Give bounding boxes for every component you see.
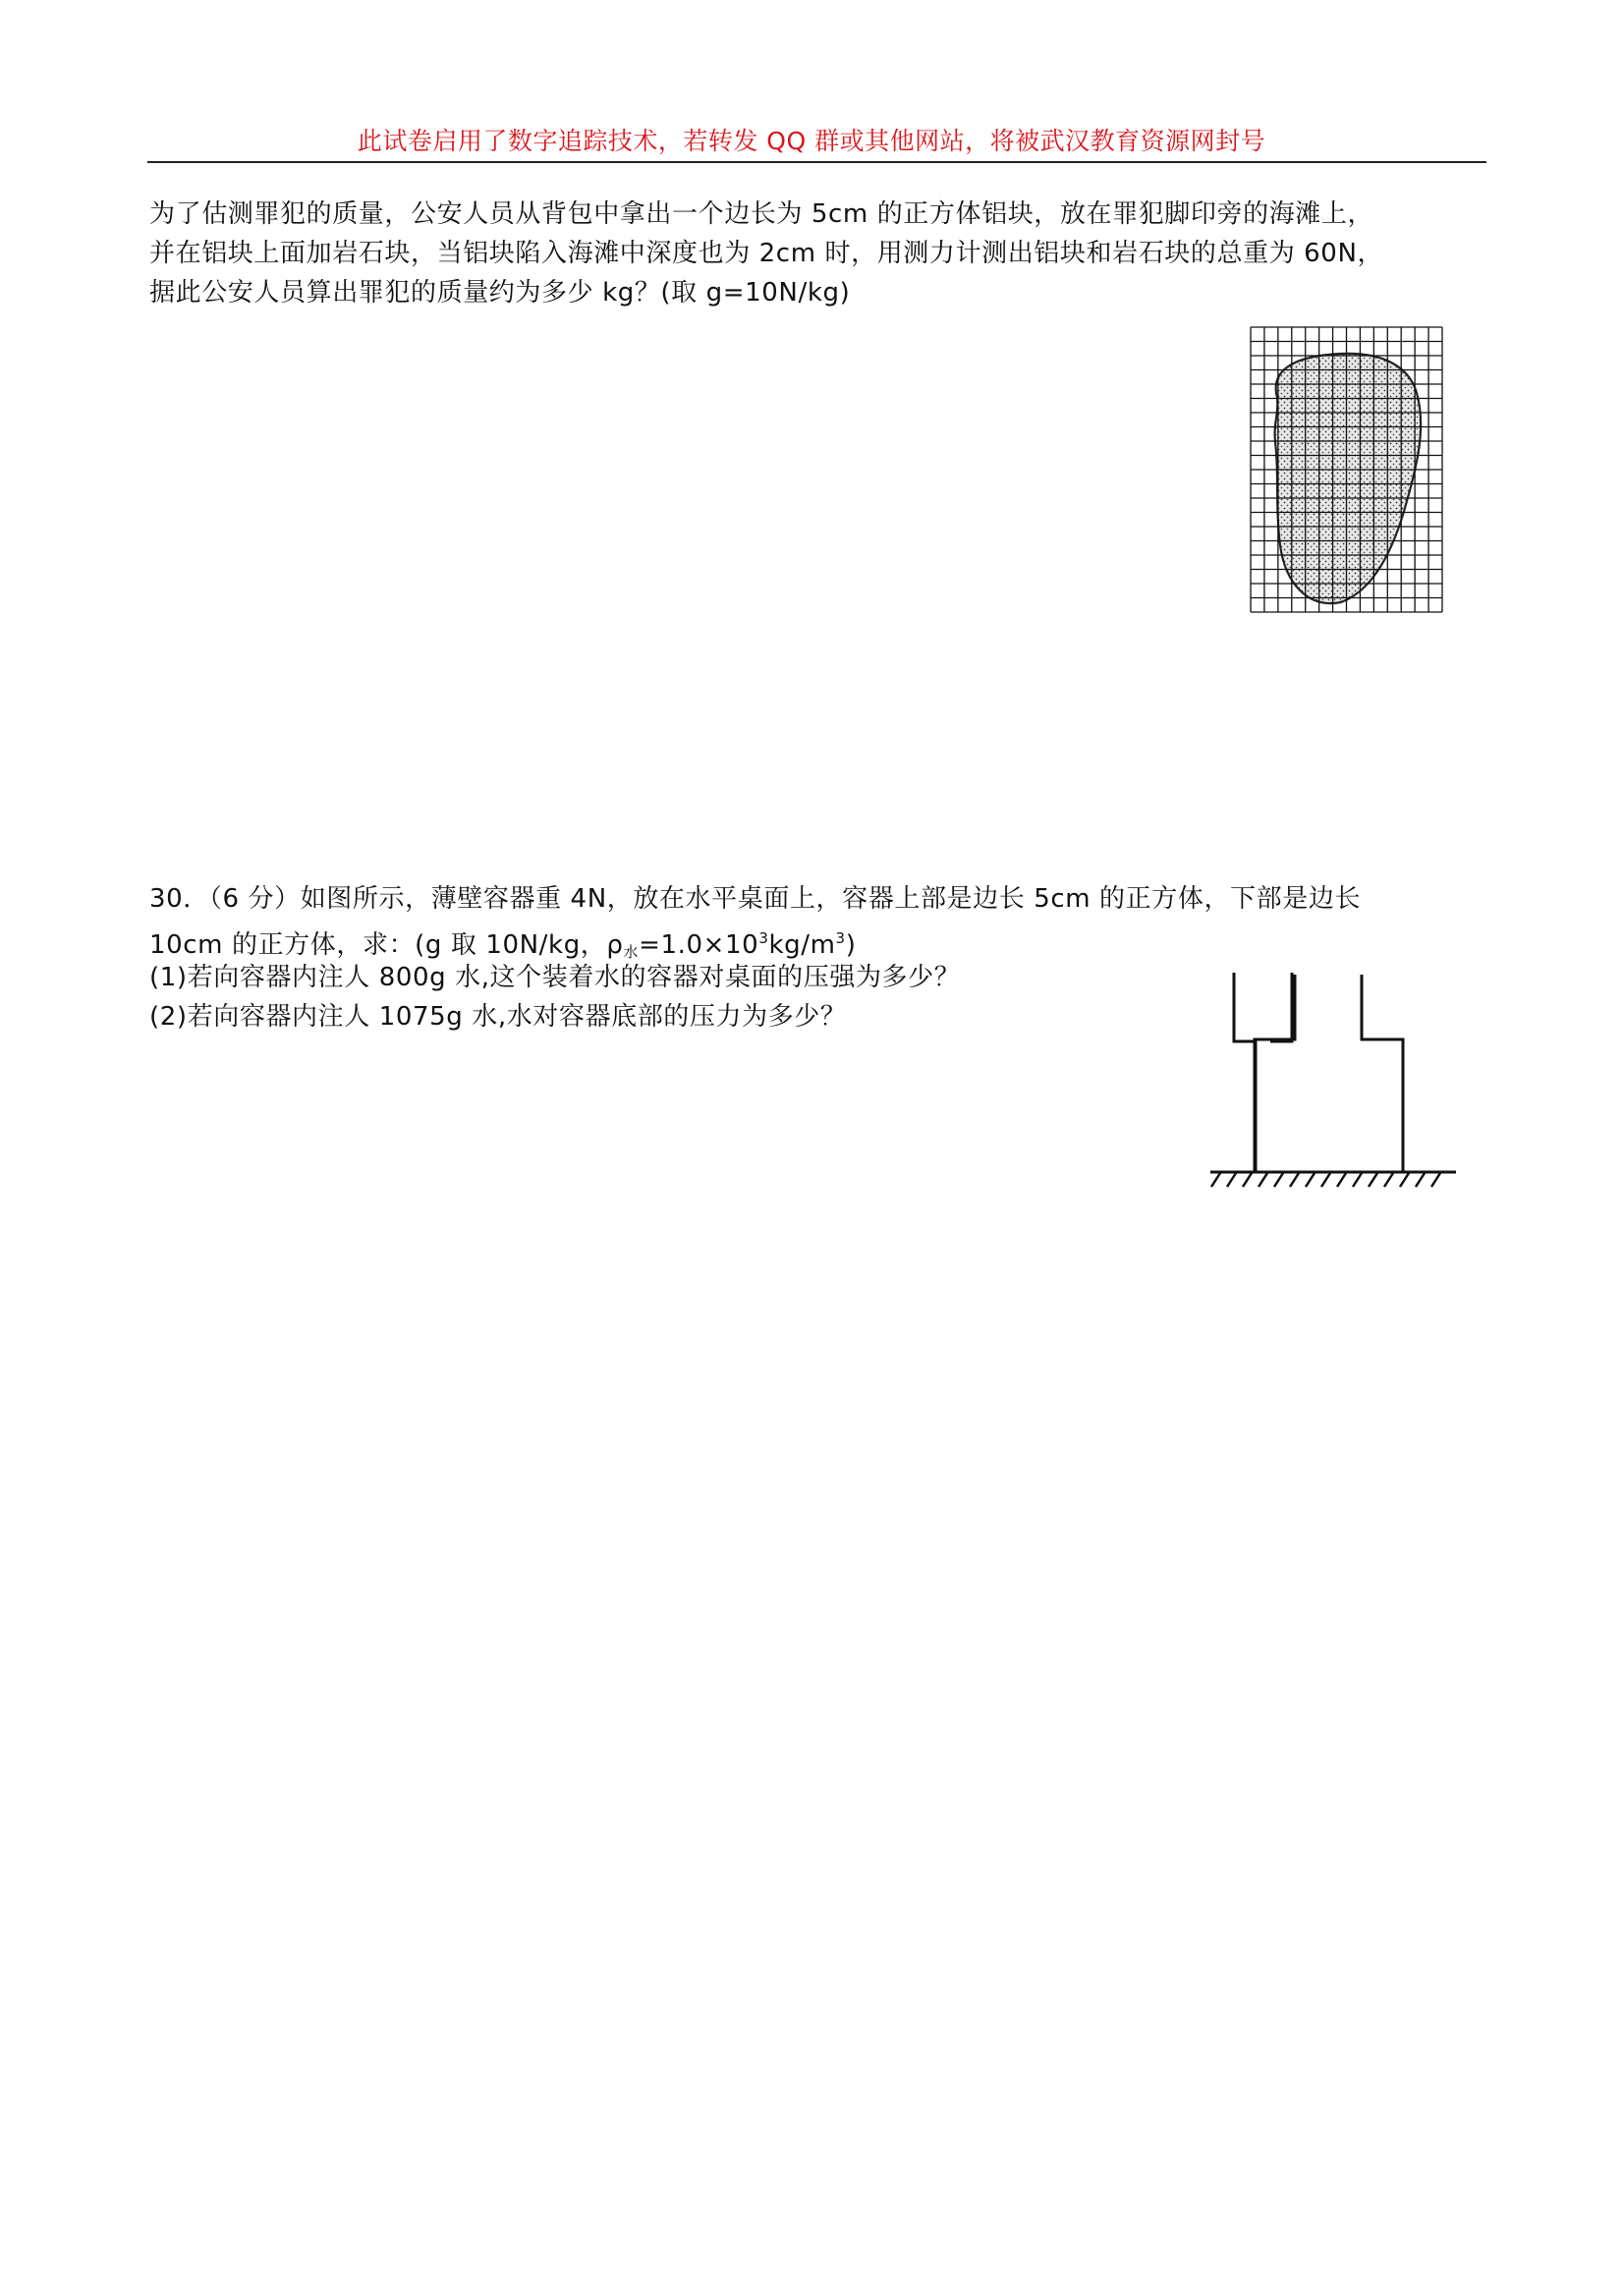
tracking-notice-header: 此试卷启用了数字追踪技术，若转发 QQ 群或其他网站，将被武汉教育资源网封号 (357, 127, 1266, 155)
grid-lines (1251, 327, 1442, 612)
hatch-mark (1306, 1173, 1315, 1187)
q30-part-2: (2)若向容器内注人 1075g 水,水对容器底部的压力为多少？ (149, 1002, 847, 1032)
hatch-mark (1353, 1173, 1362, 1187)
q30-part-1: (1)若向容器内注人 800g 水,这个装着水的容器对桌面的压强为多少？ (149, 963, 961, 992)
container-outline (1234, 973, 1256, 1140)
footprint-shape (1275, 354, 1422, 603)
hatch-mark (1211, 1173, 1220, 1187)
hatch-mark (1431, 1173, 1440, 1187)
container-figure (1199, 973, 1474, 1199)
q30-line-2-text-d: ) (845, 930, 857, 960)
hatch-mark (1321, 1173, 1330, 1187)
q30-line-2-text-a: 10cm 的正方体，求：(g 取 10N/kg，ρ (149, 930, 624, 960)
q30-line-2-text-b: =1.0×10 (639, 930, 759, 960)
header-divider (147, 161, 1486, 163)
q30-line-1: 30．（6 分）如图所示，薄壁容器重 4N，放在水平桌面上，容器上部是边长 5cm 的正方体，下部是边长 (149, 884, 1362, 914)
hatch-mark (1290, 1173, 1299, 1187)
hatch-mark (1337, 1173, 1346, 1187)
container-walls (1255, 975, 1403, 1172)
hatch-mark (1274, 1173, 1283, 1187)
hatch-mark (1384, 1173, 1393, 1187)
hatch-mark (1243, 1173, 1252, 1187)
table-hatching (1211, 1173, 1440, 1187)
exponent-volume: 3 (835, 929, 846, 947)
q29-line-2: 并在铝块上面加岩石块，当铝块陷入海滩中深度也为 2cm 时，用测力计测出铝块和岩石块的总重为 60N， (149, 239, 1384, 268)
hatch-mark (1259, 1173, 1267, 1187)
container-body (1256, 1041, 1292, 1172)
footprint-grid-figure (1248, 324, 1454, 615)
q29-line-1: 为了估测罪犯的质量，公安人员从背包中拿出一个边长为 5cm 的正方体铝块，放在罪犯脚印旁的海滩上， (149, 199, 1374, 229)
hatch-mark (1369, 1173, 1377, 1187)
rho-water-subscript: 水 (623, 943, 640, 961)
exponent-density: 3 (758, 929, 769, 947)
q29-line-3: 据此公安人员算出罪犯的质量约为多少 kg？(取 g=10N/kg) (149, 278, 851, 308)
q30-line-2-text-c: kg/m (768, 930, 836, 960)
hatch-mark (1400, 1173, 1409, 1187)
hatch-mark (1416, 1173, 1425, 1187)
hatch-mark (1227, 1173, 1236, 1187)
